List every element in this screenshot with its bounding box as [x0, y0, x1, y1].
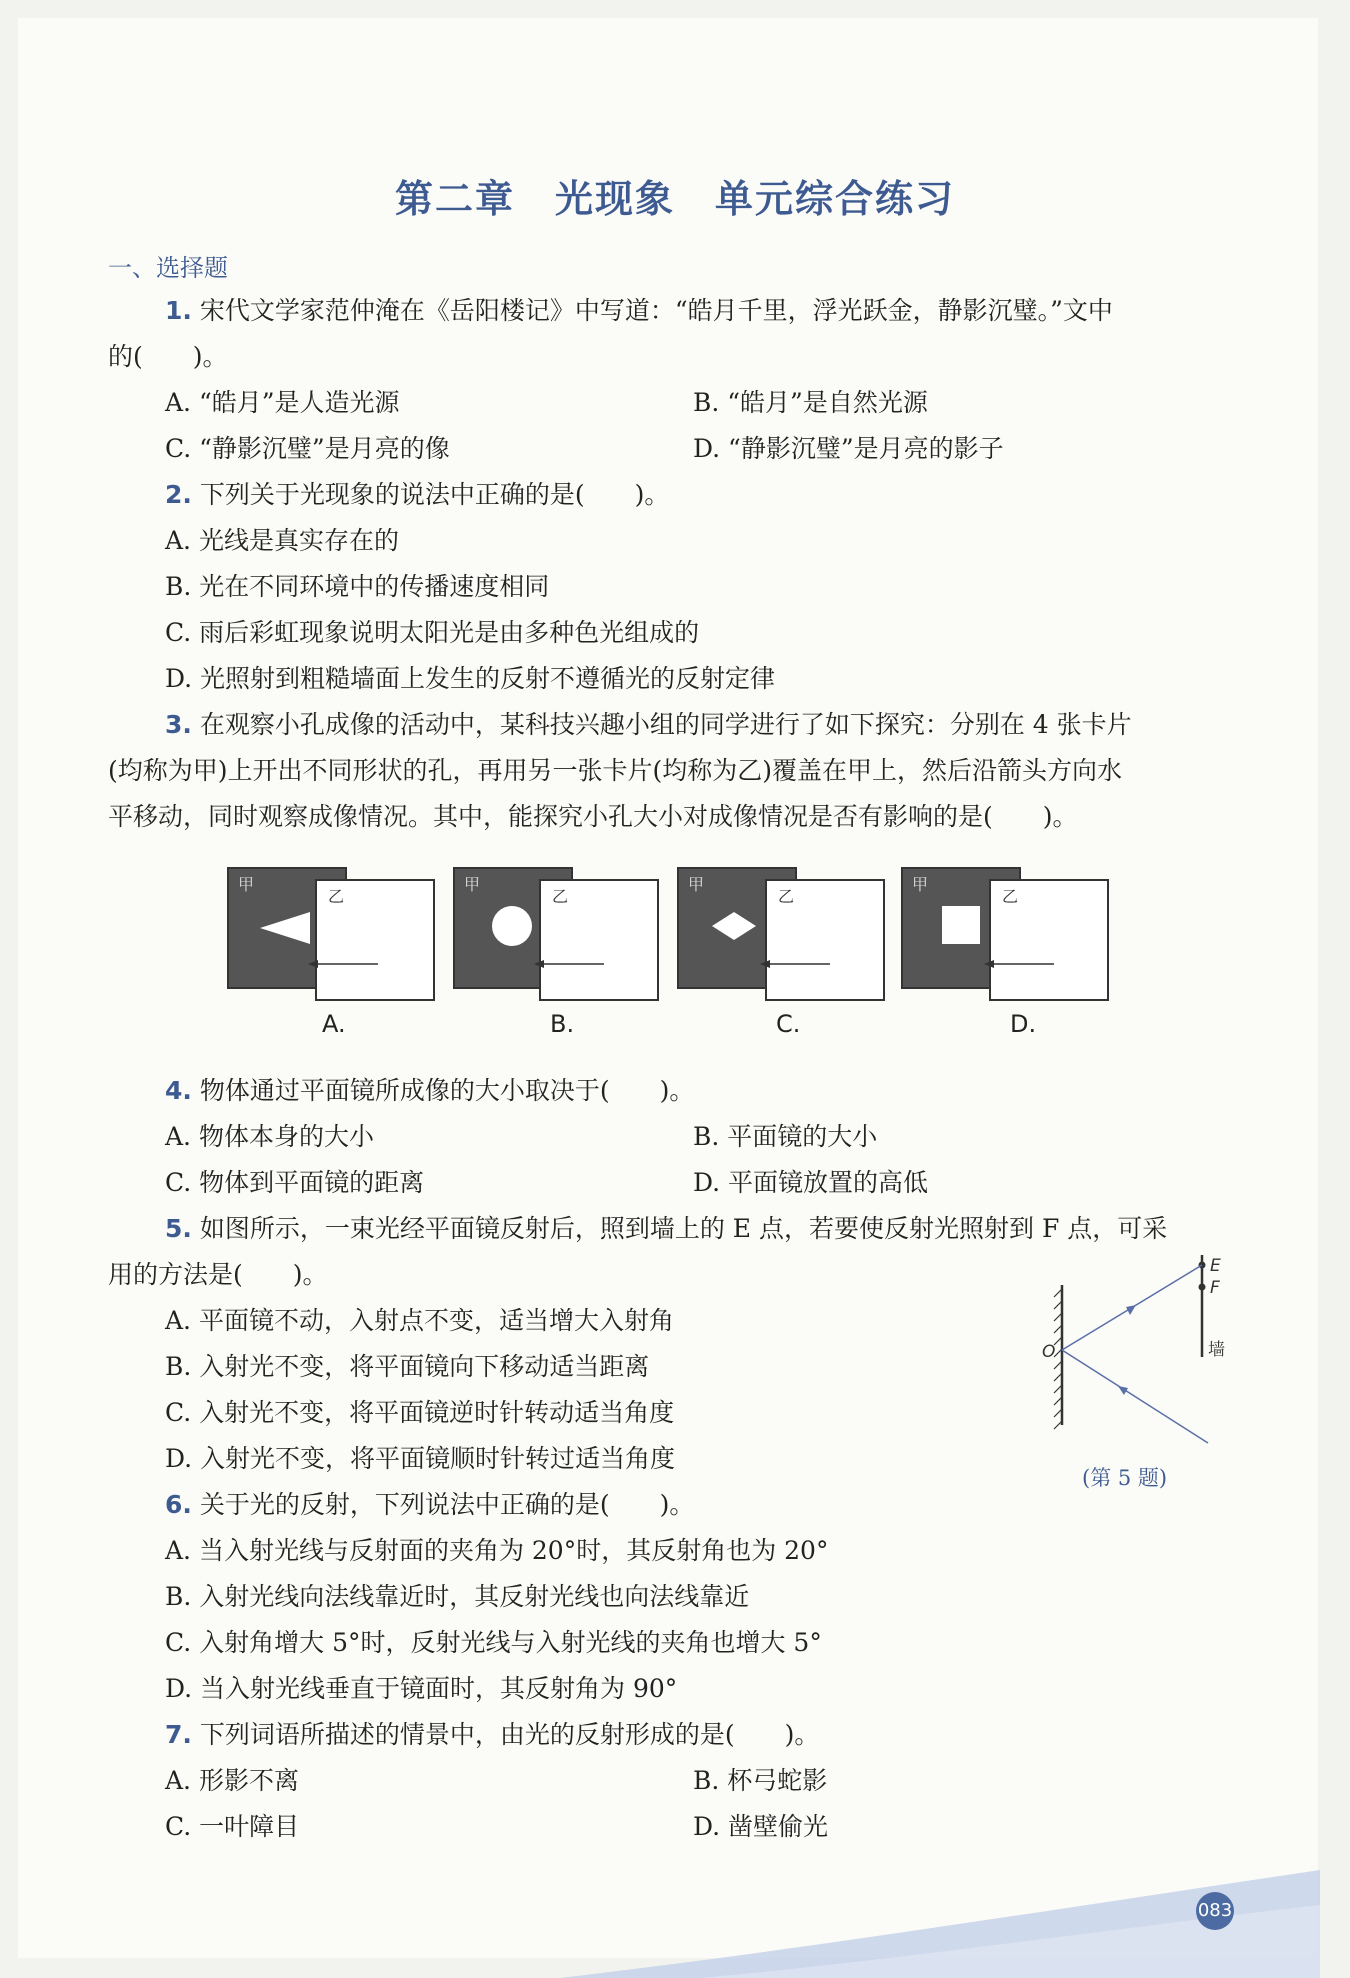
question-6-option-c: C. 入射角增大 5°时，反射光线与入射光线的夹角也增大 5° — [165, 1628, 822, 1657]
question-5-option-d: D. 入射光不变，将平面镜顺时针转过适当角度 — [165, 1444, 676, 1473]
question-2-option-d: D. 光照射到粗糙墙面上发生的反射不遵循光的反射定律 — [165, 664, 776, 693]
figure-label-a: A. — [322, 1010, 346, 1038]
question-1-option-b: B. “皓月”是自然光源 — [693, 388, 928, 417]
question-6-option-b: B. 入射光线向法线靠近时，其反射光线也向法线靠近 — [165, 1582, 750, 1611]
card-yi-label: 乙 — [328, 887, 345, 906]
question-number: 1. — [165, 296, 192, 325]
question-6-option-d: D. 当入射光线垂直于镜面时，其反射角为 90° — [165, 1674, 678, 1703]
question-3-stem-line-1 — [165, 712, 1132, 737]
question-text: 如图所示，一束光经平面镜反射后，照到墙上的 E 点，若要使反射光照射到 F 点，可采 — [199, 1214, 1168, 1243]
question-3-figure — [220, 860, 1140, 1060]
arrow-icon — [1126, 1305, 1136, 1315]
card-d — [902, 868, 1108, 1038]
question-7-stem — [165, 1722, 819, 1747]
question-1-option-a: A. “皓月”是人造光源 — [165, 388, 400, 417]
page-title: 第二章 光现象 单元综合练习 — [394, 177, 955, 221]
question-3-stem-line-3: 平移动，同时观察成像情况。其中，能探究小孔大小对成像情况是否有影响的是( )。 — [108, 802, 1078, 831]
question-3-stem-line-2: (均称为甲)上开出不同形状的孔，再用另一张卡片(均称为乙)覆盖在甲上，然后沿箭头方向水 — [108, 756, 1123, 785]
question-5-option-b: B. 入射光不变，将平面镜向下移动适当距离 — [165, 1352, 650, 1381]
question-6-option-a: A. 当入射光线与反射面的夹角为 20°时，其反射角也为 20° — [165, 1536, 829, 1565]
question-5-option-a: A. 平面镜不动，入射点不变，适当增大入射角 — [165, 1306, 674, 1335]
footer-wave — [0, 1850, 1350, 1978]
question-text: 下列词语所描述的情景中，由光的反射形成的是( )。 — [199, 1720, 820, 1749]
label-wall: 墙 — [1208, 1340, 1225, 1360]
page-number: 083 — [1196, 1892, 1234, 1930]
card-yi-label: 乙 — [778, 887, 795, 906]
question-2-option-c: C. 雨后彩虹现象说明太阳光是由多种色光组成的 — [165, 618, 700, 647]
card-b — [454, 868, 658, 1038]
card-jia-label: 甲 — [238, 875, 255, 894]
question-4-option-b: B. 平面镜的大小 — [693, 1122, 878, 1151]
question-number: 7. — [165, 1720, 192, 1749]
card-jia-label: 甲 — [464, 875, 481, 894]
question-1-option-d: D. “静影沉璧”是月亮的影子 — [693, 434, 1004, 463]
question-4-option-a: A. 物体本身的大小 — [165, 1122, 374, 1151]
question-text: 宋代文学家范仲淹在《岳阳楼记》中写道：“皓月千里，浮光跃金，静影沉璧。”文中 — [199, 296, 1113, 325]
card-yi-label: 乙 — [1002, 887, 1019, 906]
incident-ray — [1062, 1350, 1208, 1443]
question-5-figure — [1030, 1245, 1240, 1455]
label-e: E — [1210, 1256, 1221, 1276]
question-7-option-d: D. 凿壁偷光 — [693, 1812, 829, 1841]
question-text: 物体通过平面镜所成像的大小取决于( )。 — [199, 1076, 695, 1105]
figure-label-c: C. — [776, 1010, 801, 1038]
question-6-stem — [165, 1492, 694, 1517]
label-f: F — [1210, 1278, 1220, 1298]
section-heading: 一、选择题 — [108, 254, 228, 282]
question-text: 下列关于光现象的说法中正确的是( )。 — [199, 480, 670, 509]
square-hole — [942, 906, 980, 944]
question-5-option-c: C. 入射光不变，将平面镜逆时针转动适当角度 — [165, 1398, 675, 1427]
question-number: 6. — [165, 1490, 192, 1519]
question-number: 5. — [165, 1214, 192, 1243]
card-a — [228, 868, 434, 1038]
question-4-option-d: D. 平面镜放置的高低 — [693, 1168, 929, 1197]
question-number: 2. — [165, 480, 192, 509]
question-1-stem-line-1 — [165, 298, 1113, 323]
question-text: 在观察小孔成像的活动中，某科技兴趣小组的同学进行了如下探究：分别在 4 张卡片 — [199, 710, 1132, 739]
card-c — [678, 868, 884, 1038]
question-4-stem — [165, 1078, 694, 1103]
question-7-option-c: C. 一叶障目 — [165, 1812, 300, 1841]
question-1-stem-line-2: 的( )。 — [108, 342, 228, 371]
question-5-stem-line-1 — [165, 1216, 1167, 1241]
card-jia-label: 甲 — [912, 875, 929, 894]
card-jia-label: 甲 — [688, 875, 705, 894]
circle-hole — [492, 906, 532, 946]
question-text: 关于光的反射，下列说法中正确的是( )。 — [199, 1490, 695, 1519]
label-o: O — [1042, 1342, 1056, 1362]
question-2-stem — [165, 482, 669, 507]
card-yi-label: 乙 — [552, 887, 569, 906]
question-5-stem-line-2: 用的方法是( )。 — [108, 1260, 328, 1289]
question-7-option-a: A. 形影不离 — [165, 1766, 299, 1795]
figure-caption: (第 5 题) — [1082, 1466, 1168, 1490]
question-2-option-a: A. 光线是真实存在的 — [165, 526, 399, 555]
arrow-icon — [1118, 1386, 1128, 1395]
figure-label-b: B. — [550, 1010, 575, 1038]
question-7-option-b: B. 杯弓蛇影 — [693, 1766, 828, 1795]
question-2-option-b: B. 光在不同环境中的传播速度相同 — [165, 572, 550, 601]
point-f — [1199, 1284, 1206, 1291]
figure-label-d: D. — [1010, 1010, 1037, 1038]
question-1-option-c: C. “静影沉璧”是月亮的像 — [165, 434, 450, 463]
question-4-option-c: C. 物体到平面镜的距离 — [165, 1168, 425, 1197]
question-number: 3. — [165, 710, 192, 739]
question-number: 4. — [165, 1076, 192, 1105]
